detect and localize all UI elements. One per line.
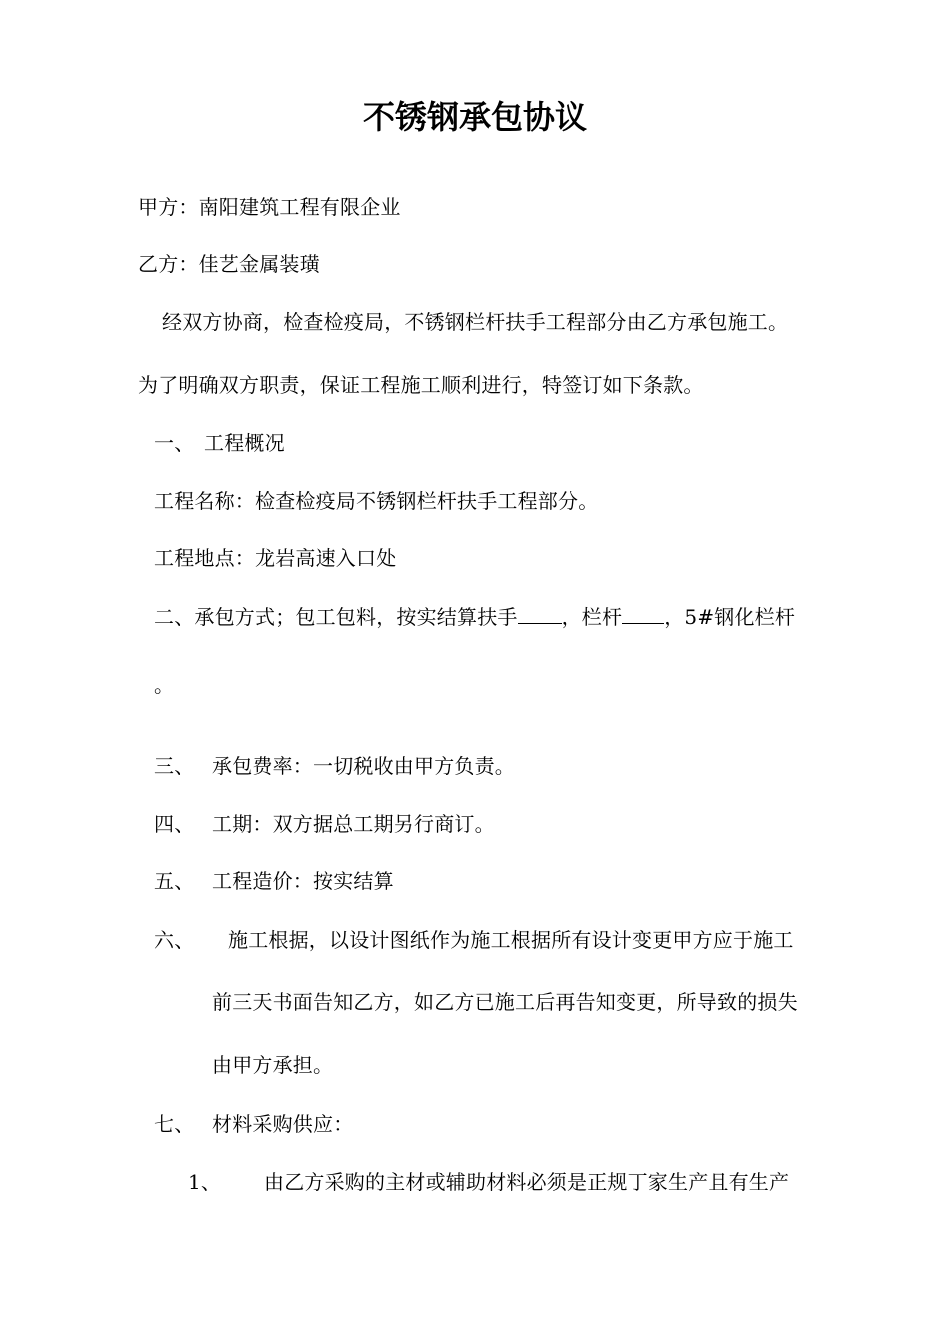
party-b: 乙方：佳艺金属装璜 [138,252,320,276]
section-2-text-a: 二、承包方式；包工包料，按实结算扶手 [154,605,518,629]
railing-blank [622,605,664,624]
item-1-text: 由乙方采购的主材或辅助材料必须是正规丁家生产且有生产 [264,1170,790,1194]
party-a: 甲方：南阳建筑工程有限企业 [138,195,401,219]
section-2-text-c: ，5#钢化栏杆 [664,605,796,629]
section-4-number: 四、 [154,812,195,836]
section-7-heading: 材料采购供应： [212,1112,354,1136]
project-location: 工程地点：龙岩高速入口处 [154,546,397,570]
intro-line-2: 为了明确双方职责，保证工程施工顺利进行，特签订如下条款。 [138,373,704,397]
handrail-blank [518,605,562,624]
section-3-number: 三、 [154,754,195,778]
section-6-line-1: 施工根据，以设计图纸作为施工根据所有设计变更甲方应于施工 [228,928,794,952]
section-1-heading: 工程概况 [204,431,285,455]
section-7-number: 七、 [154,1112,195,1136]
project-name: 工程名称：检查检疫局不锈钢栏杆扶手工程部分。 [154,489,599,513]
intro-line-1: 经双方协商，检查检疫局，不锈钢栏杆扶手工程部分由乙方承包施工。 [162,310,789,334]
section-5-number: 五、 [154,869,195,893]
section-2-continuation: 。 [154,673,175,697]
section-6-number: 六、 [154,928,195,952]
section-6-line-2: 前三天书面告知乙方，如乙方已施工后再告知变更，所导致的损失 [212,990,798,1014]
section-2-text-b: ，栏杆 [561,605,623,629]
section-2-line [154,604,795,630]
section-1-number: 一、 [154,431,195,455]
section-6-line-3: 由甲方承担。 [212,1053,334,1077]
section-3-text: 承包费率：一切税收由甲方负责。 [212,754,515,778]
item-1-number: 1、 [188,1170,222,1194]
section-5-text: 工程造价：按实结算 [212,869,394,893]
section-4-text: 工期：双方据总工期另行商订。 [212,812,495,836]
document-title: 不锈钢承包协议 [362,98,587,136]
